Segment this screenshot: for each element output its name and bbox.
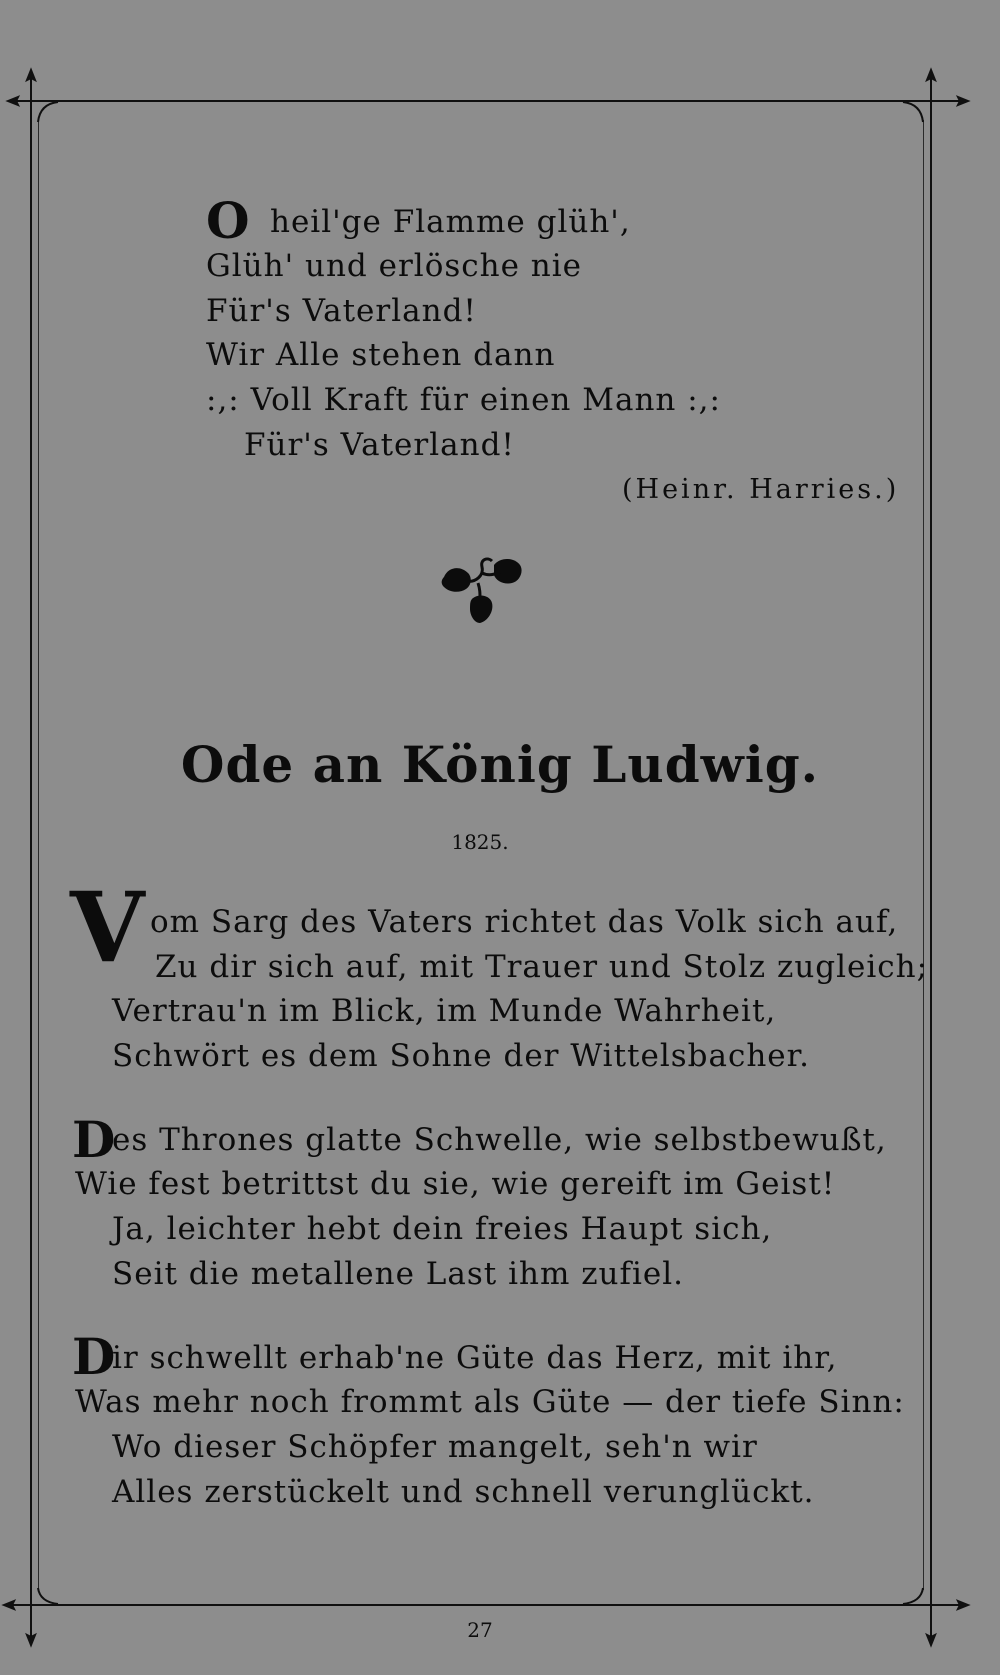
verse-line: Was mehr noch frommt als Güte — der tiefe Sinn: [75,1384,905,1420]
verse-line: heil'ge Flamme glüh', [270,204,631,240]
verse-line: Für's Vaterland! [206,293,477,329]
dropcap-v: V [70,871,145,984]
verse-line: Wir Alle stehen dann [206,337,556,373]
verse-line: Wie fest betrittst du sie, wie gereift im Geist! [75,1166,836,1202]
dropcap-o: O [206,191,250,250]
verse-line: Vertrau'n im Blick, im Munde Wahrheit, [112,993,777,1029]
attribution: (Heinr. Harries.) [622,474,900,505]
poem-year: 1825. [451,830,509,854]
poem-title: Ode an König Ludwig. [180,735,820,794]
verse-line: Für's Vaterland! [244,427,515,463]
verse-line: ir schwellt erhab'ne Güte das Herz, mit ihr, [112,1340,838,1376]
verse-line: Ja, leichter hebt dein freies Haupt sich, [112,1211,773,1247]
verse-line: om Sarg des Vaters richtet das Volk sich auf, [150,904,899,940]
ivy-leaf-ornament-icon [438,553,524,625]
verse-line: es Thrones glatte Schwelle, wie selbstbewußt, [112,1122,887,1158]
dropcap-d: D [72,1110,116,1169]
dropcap-d: D [72,1327,116,1386]
verse-line: :,: Voll Kraft für einen Mann :,: [206,382,721,418]
page-number: 27 [467,1618,493,1642]
verse-line: Zu dir sich auf, mit Trauer und Stolz zugleich; [155,949,929,985]
verse-line: Seit die metallene Last ihm zufiel. [112,1256,685,1292]
verse-line: Schwört es dem Sohne der Wittelsbacher. [112,1038,810,1074]
verse-line: Glüh' und erlösche nie [206,248,583,284]
verse-line: Alles zerstückelt und schnell verunglückt. [112,1474,815,1510]
verse-line: Wo dieser Schöpfer mangelt, seh'n wir [112,1429,758,1465]
